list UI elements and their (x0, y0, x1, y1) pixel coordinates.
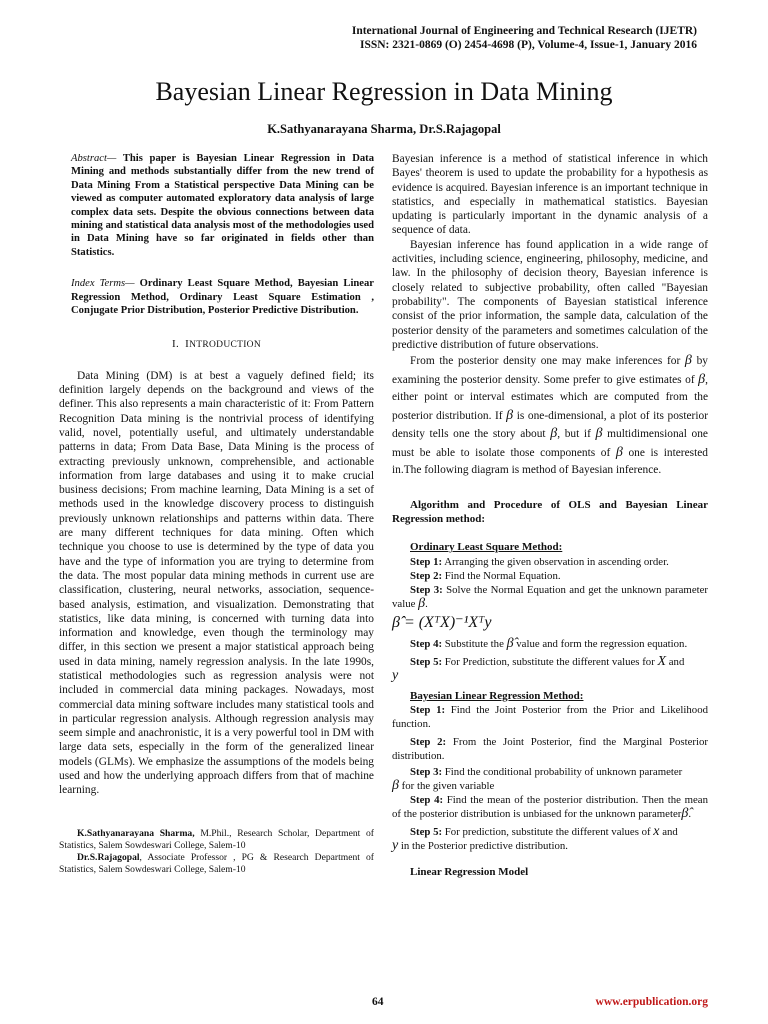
beta-symbol: β (698, 371, 706, 387)
paper-title: Bayesian Linear Regression in Data Mining (155, 77, 613, 106)
bayesian-paragraph-2: Bayesian inference has found application in a wide range of activities, including science, engineering, philosophy, medicine, and law. In the philosophy of decision theory, Bayesian inference is closely related to subjective probability, often called "Bayesian probability". The components of Bayesian statistical inference consist of the prior information, the sample data, calculation of the posterior density of the parameters and sometimes calculation of the predictive distribution of future observations. (392, 238, 708, 351)
abstract (71, 152, 374, 259)
algorithm-heading: Algorithm and Procedure of OLS and Bayesian Linear Regression method: (392, 498, 708, 525)
blr-step-5: Step 5: For prediction, substitute the different values of x and y in the Posterior predictive distribution. (392, 823, 678, 853)
linear-regression-model-heading: Linear Regression Model (410, 865, 529, 878)
bayesian-paragraph-3: From the posterior density one may make inferences for β by examining the posterior density. Some prefer to give estimates of β, either point or interval estimates which are computed from the posterior distribution. If β is one-dimensional, a plot of its posterior density tells one the story about β, but if β multidimensional one must be able to isolate those components of β one is interested in.The following diagram is method of Bayesian inference. (392, 353, 708, 477)
blr-step-2: Step 2: From the Joint Posterior, find the Marginal Posterior distribution. (392, 735, 708, 762)
introduction-paragraph: Data Mining (DM) is at best a vaguely defined field; its definition largely depends on the background and views of the definer. This also represents a main characteristic of it: From Pattern Recognition Data mining is the nontrivial process of identifying valid, novel, potentially useful, and ultimately understandable patterns in data; From Data Base, Data Mining is the process of extracting previously unknown, comprehensible, and actionable information from large databases and using it to make crucial business decisions; From machine learning, Data Mining is a set of methods used in the knowledge discovery process to distinguish previously unknown relationships and patterns within data. There are many different techniques for data mining. Often which technique you choose to use is determined by the type of data you have and the type of information you are trying to determine from the data. The most popular data mining methods in current use are classification, clustering, neural networks, association, sequence-based analysis, estimation, and visualization. Demonstrating that statistics, like data mining, is concerned with turning data into information and knowledge, even though the terminology may differ, in this section we present a major statistical approach being used in data mining, namely regression analysis. In the late 1990s, statistical methodologies such as regression analysis were not included in commercial data mining packages. Nowadays, most commercial data mining software includes many statistical tools and in particular regression analysis. Although regression analysis may seem simple and anachronistic, it is a very powerful tool in DM with large data sets, especially in the form of the generalized linear models (GLMs). We emphasize the assumptions of the models being used and how the underlying approach differs from that of machine learning. (59, 369, 374, 797)
blr-step-4: Step 4: Find the mean of the posterior distribution. Then the mean of the posterior distribution is unbiased for the unknown parameterβ̂. (392, 793, 708, 821)
ols-step-4: Step 4: Substitute the β̂ value and form the regression equation. (410, 635, 688, 651)
abstract-label: Abstract— (71, 153, 117, 164)
journal-issn: ISSN: 2321-0869 (O) 2454-4698 (P), Volume-4, Issue-1, January 2016 (359, 39, 697, 51)
beta-symbol: β (506, 407, 514, 423)
section-heading-introduction: I. INTRODUCTION (172, 338, 261, 351)
ols-step-5: Step 5: For Prediction, substitute the different values for X and y (392, 653, 685, 683)
beta-symbol: β (550, 426, 558, 442)
left-column (59, 152, 374, 876)
journal-header (352, 24, 697, 52)
bayesian-paragraph-1: Bayesian inference is a method of statistical inference in which Bayes' theorem is used to update the probability for a hypothesis as evidence is acquired. Bayesian inference is an important technique in statistics, and especially in mathematical statistics. Bayesian updating is particularly important in the dynamic analysis of a sequence of data. (392, 153, 708, 237)
beta-symbol: β (615, 444, 623, 460)
ols-step-2: Step 2: Find the Normal Equation. (410, 569, 561, 582)
publisher-website[interactable]: www.erpublication.org (595, 996, 708, 1008)
page-number: 64 (372, 996, 384, 1008)
index-terms (71, 277, 374, 317)
ols-equation: β̂ = (XᵀX)⁻¹Xᵀy (392, 613, 492, 631)
beta-symbol: β (684, 353, 692, 369)
blr-step-3: Step 3: Find the conditional probability of unknown parameter β for the given variable (392, 765, 683, 793)
ols-step-3: Step 3: Solve the Normal Equation and get the unknown parameter value β. (392, 583, 708, 611)
journal-name: International Journal of Engineering and Technical Research (IJETR) (351, 25, 697, 37)
paper-authors: K.Sathyanarayana Sharma, Dr.S.Rajagopal (267, 122, 501, 136)
ols-step-1: Step 1: Arranging the given observation in ascending order. (410, 555, 669, 568)
index-terms-text: Ordinary Least Square Method, Bayesian Linear Regression Method, Ordinary Least Square Estimation , Conjugate Prior Distribution, Posterior Predictive Distribution. (71, 278, 374, 317)
index-terms-label: Index Terms— (71, 278, 135, 290)
blr-heading: Bayesian Linear Regression Method: (410, 689, 584, 702)
beta-symbol: β (595, 426, 603, 442)
abstract-text: This paper is Bayesian Linear Regression in Data Mining and methods substantially differ from the new trend of Data Mining From a Statistical perspective Data Mining can be viewed as computer automated exploratory data analysis of large complex data sets. Despite the obvious connections between data mining and statistical data analysis most of the methodologies used in Data Mining have so far originated in fields other than Statistics. (71, 153, 374, 258)
ols-heading: Ordinary Least Square Method: (410, 541, 563, 554)
footnote-author-2: Dr.S.Rajagopal, Associate Professor , PG & Research Department of Statistics, Salem Sowdeswari College, Salem-10 (59, 851, 374, 875)
footnote-author-1: K.Sathyanarayana Sharma, M.Phil., Research Scholar, Department of Statistics, Salem Sowdeswari College, Salem-10 (59, 827, 375, 851)
blr-step-1: Step 1: Find the Joint Posterior from the Prior and Likelihood function. (392, 703, 709, 730)
right-column (392, 152, 708, 879)
